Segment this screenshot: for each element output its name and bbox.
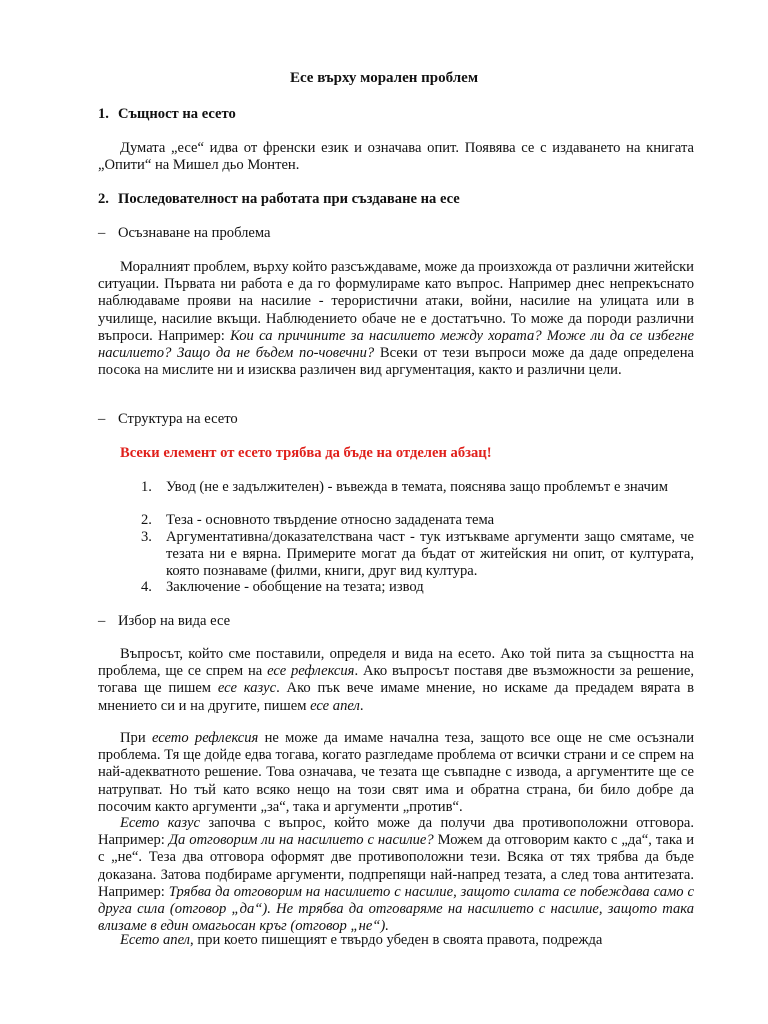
dash-bullet: – xyxy=(98,613,106,629)
italic-term: есе апел xyxy=(310,697,360,714)
paragraph-essay-type xyxy=(98,646,694,715)
italic-term: есето рефлексия xyxy=(151,730,259,746)
dash-bullet: – xyxy=(98,411,106,427)
text-run: Въпросът, който сме поставили, определя и вида на есето. Ако той пита за същността на проблема, ще се спрем на xyxy=(98,646,694,680)
list-text: Теза - основното твърдение относно зададената тема xyxy=(166,512,495,528)
paragraph-essay-definition: Думата „есе“ идва от френски език и означава опит. Появява се с издаването на книгата „Опити“ на Мишел дьо Монтен. xyxy=(98,140,694,174)
list-number: 1. xyxy=(141,479,152,495)
list-number: 4. xyxy=(141,579,152,595)
text-run: не може да имаме начална теза, защото все още не сме осъзнали проблема. Тя ще дойде едва тогава, когато разгледаме проблема от всички страни и се спрем на най-адекватното решение. Това означава, че тезата ще съвпадне с извода, а аргументите ще се натрупват. Но тъй като всяко нещо на този свят има и обратна страна, би било добре да посочим както аргументи „за“, така и аргументи „против“. xyxy=(98,730,695,815)
italic-example: Трябва да отговорим на насилието с насилие, защото силата се побеждава само с друга сила (отговор „да“). Не трябва да отговаряме на насилието с насилие, защото така влизаме в един омагьосан кръг (отговор „не“). xyxy=(98,883,694,935)
paragraph-case xyxy=(98,815,694,935)
text-run: При xyxy=(120,730,146,746)
italic-term: Есето апел xyxy=(120,932,191,948)
list-text: Заключение - обобщение на тезата; извод xyxy=(166,579,424,595)
dash-item-text: Осъзнаване на проблема xyxy=(118,225,271,241)
dash-item-text: Структура на есето xyxy=(118,411,238,427)
text-run: . Ако въпросът поставя две възможности за решение, тогава ще пишем xyxy=(98,663,694,697)
italic-question: Да отговорим ли на насилието с насилие? xyxy=(168,832,434,849)
section-number: 1. xyxy=(98,106,109,122)
italic-questions: Кои са причините за насилието между хората? Може ли да се избегне насилието? Защо да не бъдем по-човечни? xyxy=(98,327,694,362)
text-run: , при което пишещият е твърдо убеден в своята правота, подрежда xyxy=(190,932,603,948)
paragraph-moral-problem xyxy=(98,259,694,379)
dash-bullet: – xyxy=(98,225,106,241)
text-run: . xyxy=(359,697,364,714)
section-number: 2. xyxy=(98,191,109,207)
section-title: Същност на есето xyxy=(118,106,236,122)
section-title: Последователност на работата при създаване на есе xyxy=(118,191,460,207)
red-warning-note: Всеки елемент от есето трябва да бъде на отделен абзац! xyxy=(120,445,492,461)
italic-term: есе казус xyxy=(217,680,277,697)
list-text: Увод (не е задължителен) - въвежда в темата, пояснява защо проблемът е значим xyxy=(166,479,668,495)
list-number: 2. xyxy=(141,512,152,528)
dash-item-text: Избор на вида есе xyxy=(118,613,231,629)
paragraph-reflection xyxy=(98,730,694,816)
list-number: 3. xyxy=(141,529,152,545)
text-run: . Ако пък вече имаме мнение, но искаме да предадем вярата в мнението си и на другите, пишем xyxy=(98,680,695,714)
text-run: Моралният проблем, върху който разсъждаваме, може да произхожда от различни житейски ситуации. Първата ни работа е да го формулираме като въпрос. Например днес непрекъснато наблюдаваме прояви на насилие - терористични атаки, войни, насилие на улицата или в училище, насилие вкъщи. Наблюдението обаче не е достатъчно. То може да породи различни въпроси. Например: xyxy=(98,259,694,344)
document-title: Есе върху морален проблем xyxy=(289,70,479,86)
text-run: започва с въпрос, който може да получи два противоположни отговора. Например: xyxy=(98,815,694,849)
italic-term: Есето казус xyxy=(120,815,200,831)
paragraph-appeal xyxy=(98,932,694,949)
italic-term: есе рефлексия xyxy=(267,663,355,680)
text-run: Можем да отговорим както с „да“, така и с „не“. Теза два отговора оформят две противоположни тези. Всяка от тях трябва да бъде доказана. Затова подбираме аргументи, подпрепящи най-напред тезата, а след това антитезата. Например: xyxy=(98,832,695,900)
list-text: Аргументативна/доказателствана част - тук изтъкваме аргументи защо смятаме, че тезата ни е вярна. Примерите могат да бъдат от житейския ни опит, от културата, която познаваме (филми, книги, друг вид култура. xyxy=(166,529,694,580)
text-run: Всеки от тези въпроси може да даде определена посока на мислите ни и изисква различен вид аргументация, както и различни цели. xyxy=(98,345,694,379)
